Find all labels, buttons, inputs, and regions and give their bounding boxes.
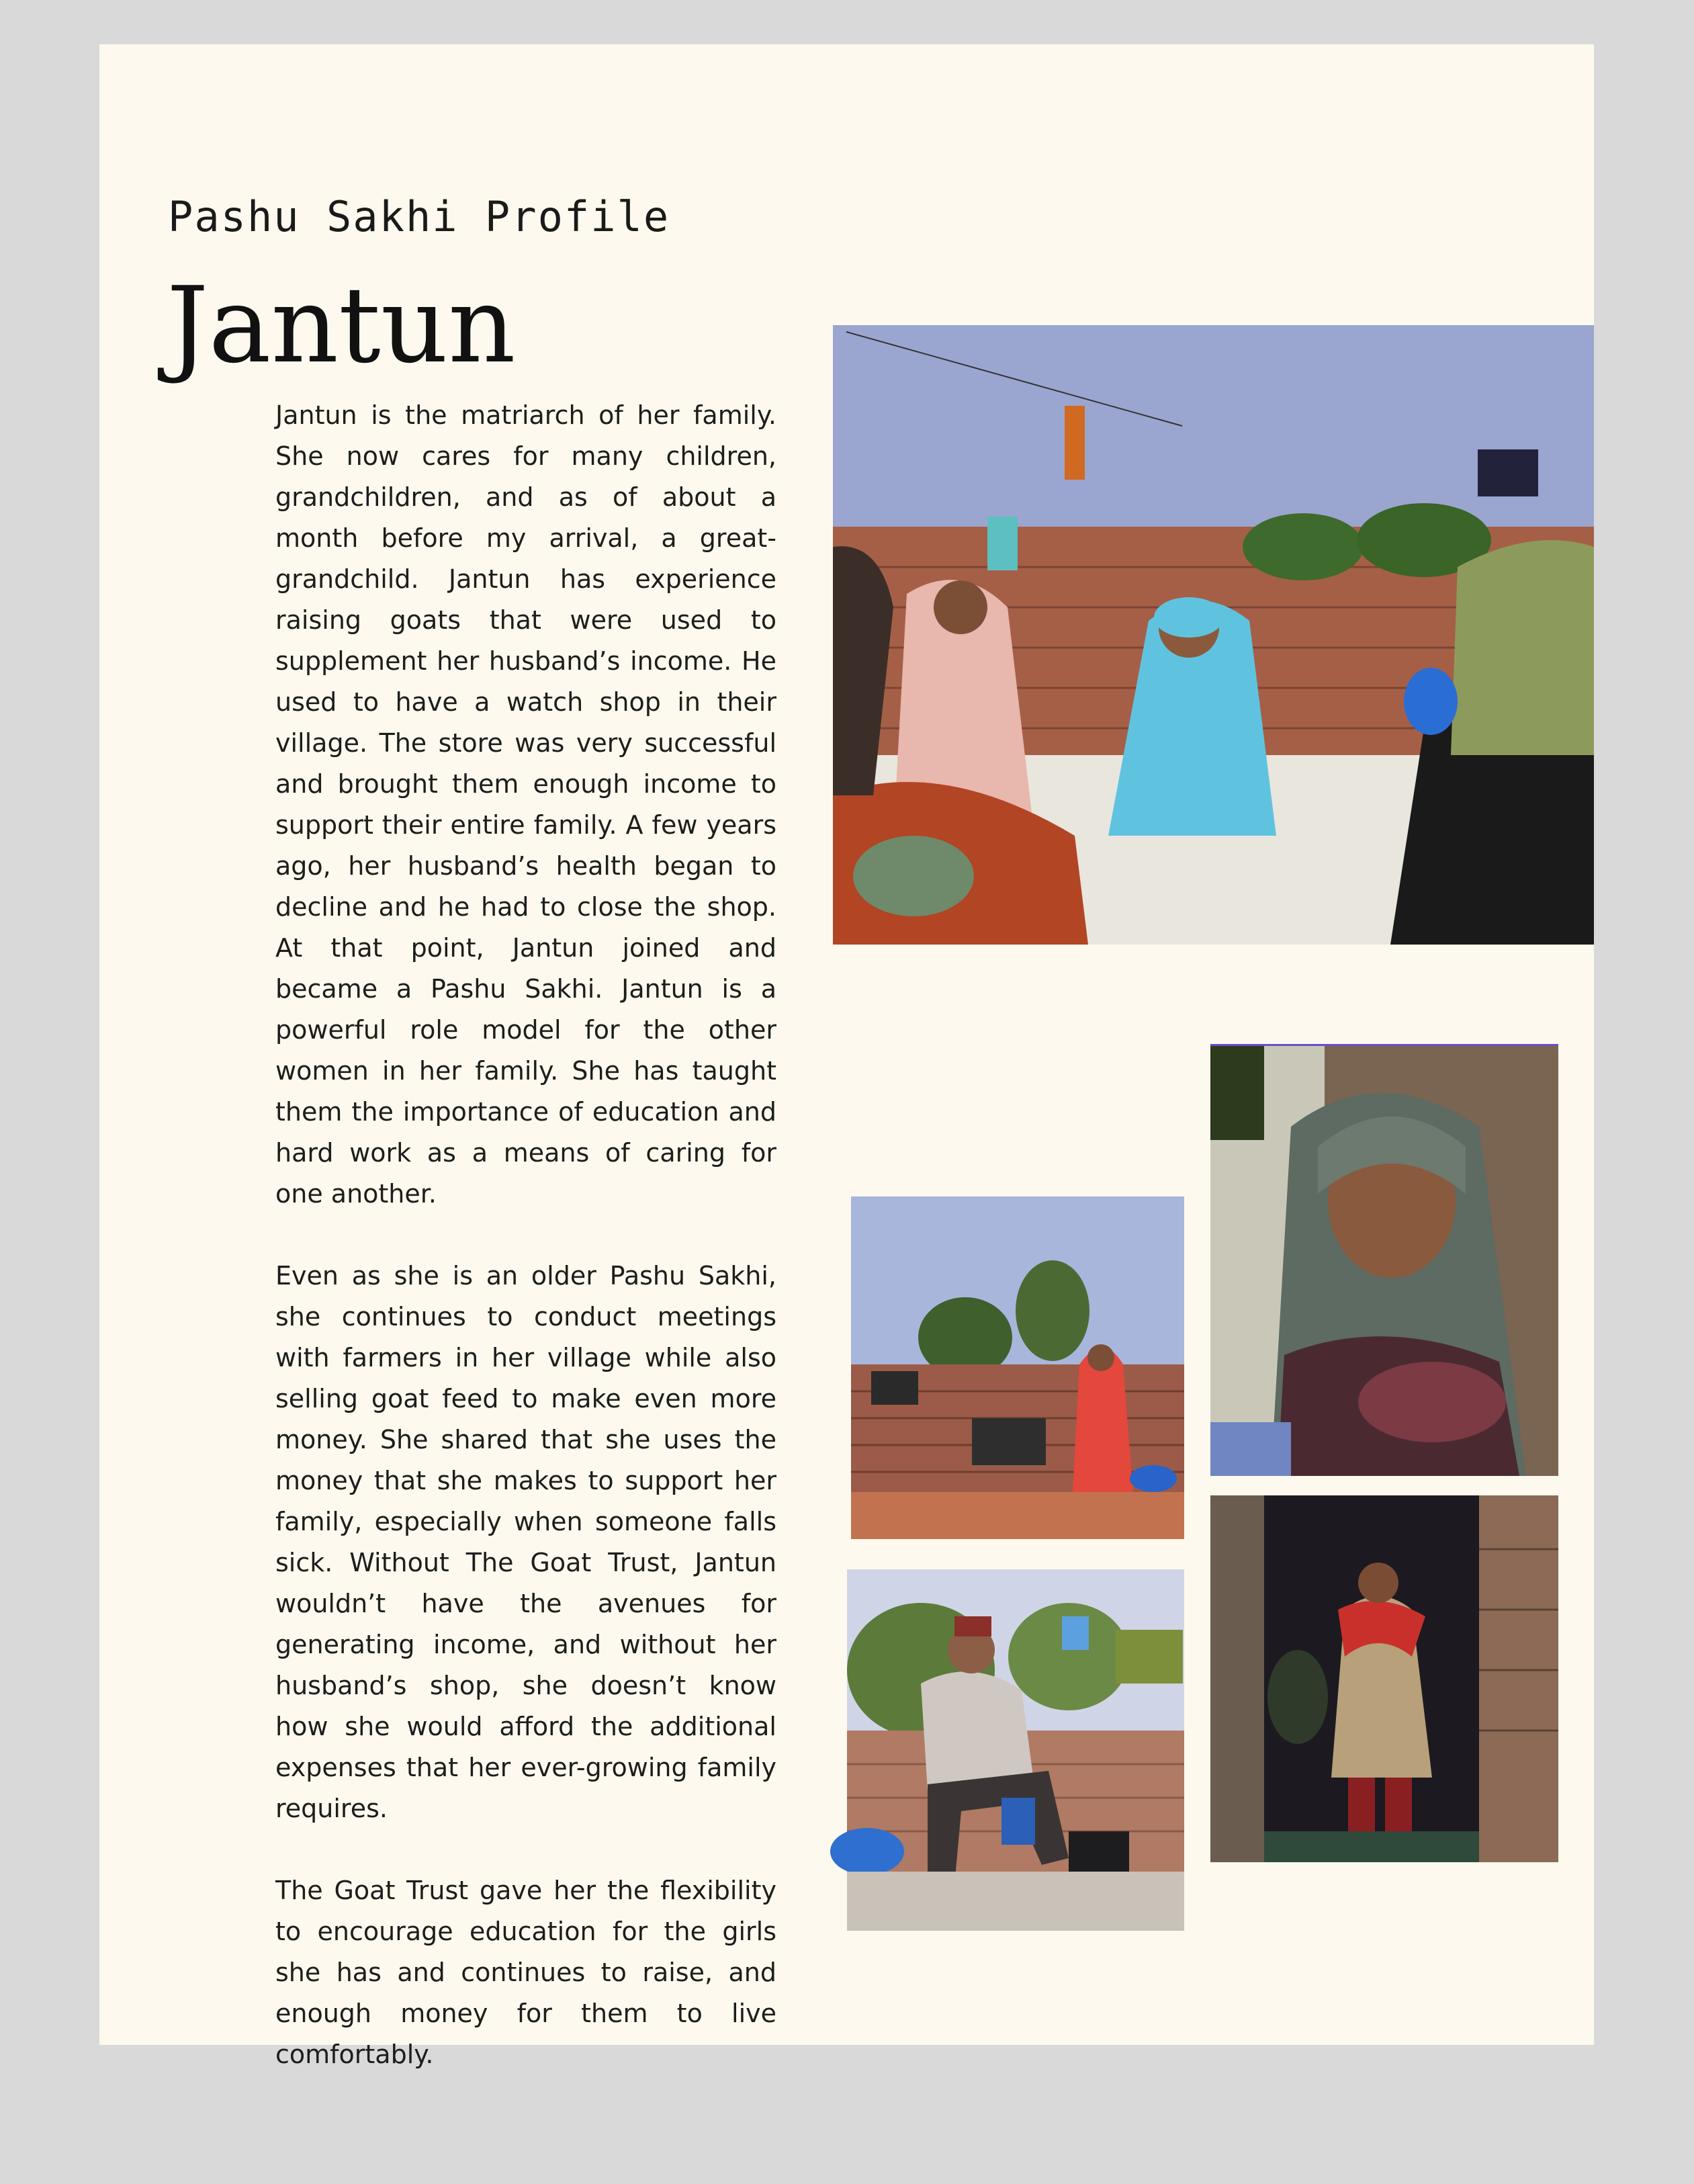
photo-woman-red-rooftop (851, 1196, 1184, 1539)
photo-seated-man (847, 1569, 1184, 1931)
photo-portrait-shawl (1210, 1044, 1558, 1476)
profile-name: Jantun (167, 264, 516, 386)
photo-group-meeting (833, 325, 1594, 945)
story-paragraph-3: The Goat Trust gave her the flexibility to encourage education for the girls she has and continues to raise, and enough money for them to live comfortably. (275, 1876, 776, 2069)
profile-eyebrow: Pashu Sakhi Profile (168, 192, 670, 241)
story-text (275, 395, 776, 2116)
profile-page (99, 44, 1594, 2069)
photo-woman-doorway (1210, 1495, 1558, 1862)
story-paragraph-1: Jantun is the matriarch of her family. She now cares for many children, grandchildren, and as of about a month before my arrival, a great-grandchild. Jantun has experience raising goats that were used to supplement her husband’s income. He used to have a watch shop in their village. The store was very successful and brought them enough income to support their entire family. A few years ago, her husband’s health began to decline and he had to close the shop. At that point, Jantun joined and became a Pashu Sakhi. Jantun is a powerful role model for the other women in her family. She has taught them the importance of education and hard work as a means of caring for one another. (275, 400, 776, 1209)
story-paragraph-2: Even as she is an older Pashu Sakhi, she continues to conduct meetings with farmers in her village while also selling goat feed to make even more money. She shared that she uses the money that she makes to support her family, especially when someone falls sick. Without The Goat Trust, Jantun wouldn’t have the avenues for generating income, and without her husband’s shop, she doesn’t know how she would afford the additional expenses that her ever-growing family requires. (275, 1261, 776, 1823)
